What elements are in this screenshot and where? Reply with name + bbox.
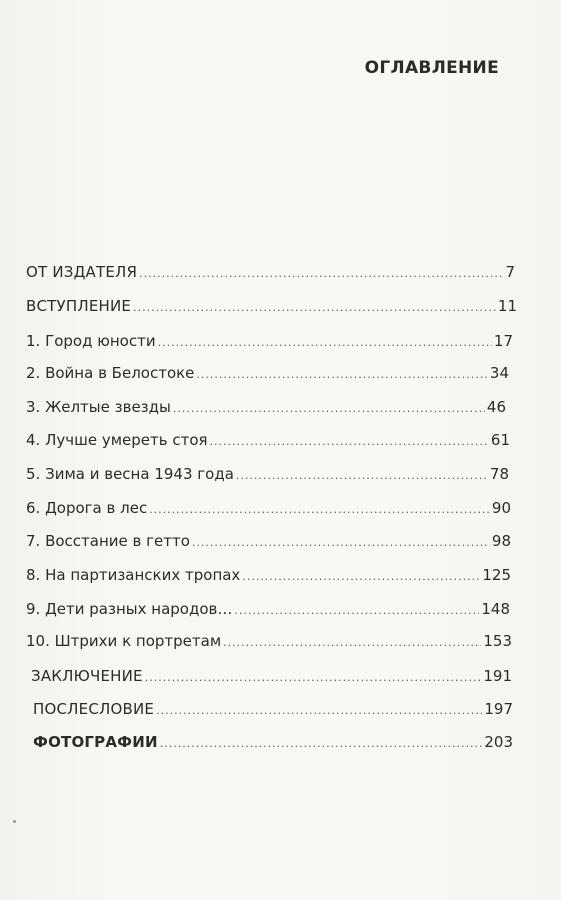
paper-speck — [13, 820, 16, 823]
toc-entry-page: 203 — [484, 733, 513, 751]
leader-dots — [139, 265, 503, 283]
toc-entry-label: 7. Восстание в гетто — [26, 532, 190, 550]
toc-entry-page: 90 — [491, 499, 511, 517]
toc-entry — [26, 263, 515, 283]
toc-entry-page: 191 — [483, 667, 512, 685]
toc-entry-page: 125 — [482, 566, 511, 584]
toc-entry-page: 46 — [486, 398, 506, 416]
leader-dots — [236, 467, 488, 485]
toc-entry — [26, 499, 511, 519]
toc-entry — [26, 532, 511, 552]
toc-entry — [26, 566, 511, 586]
toc-entry-page: 7 — [505, 263, 515, 281]
toc-entry — [31, 667, 512, 687]
leader-dots — [145, 669, 482, 687]
toc-entry-page: 197 — [484, 700, 513, 718]
page-title: ОГЛАВЛЕНИЕ — [364, 58, 499, 78]
toc-entry — [26, 364, 509, 384]
toc-entry-label: 4. Лучше умереть стоя — [26, 431, 208, 449]
toc-entry-page: 148 — [481, 600, 510, 618]
leader-dots — [196, 366, 488, 384]
toc-entry-label: 10. Штрихи к портретам — [26, 632, 222, 650]
toc-entry — [26, 600, 510, 620]
toc-entry-page: 78 — [489, 465, 509, 483]
toc-entry-label: 1. Город юности — [26, 332, 156, 350]
toc-entry — [33, 700, 513, 720]
leader-dots — [173, 400, 485, 418]
toc-entry — [26, 398, 506, 418]
toc-entry — [26, 297, 517, 317]
leader-dots — [133, 299, 496, 317]
toc-entry-label: ВСТУПЛЕНИЕ — [26, 297, 132, 315]
toc-entry — [33, 733, 513, 753]
leader-dots — [156, 702, 482, 720]
toc-entry-page: 61 — [490, 431, 510, 449]
toc-entry-label: ЗАКЛЮЧЕНИЕ — [31, 667, 143, 685]
leader-dots — [223, 634, 481, 652]
toc-entry-label: ФОТОГРАФИИ — [33, 733, 158, 751]
leader-dots — [160, 735, 483, 753]
leader-dots — [149, 501, 490, 519]
toc-entry-label: 6. Дорога в лес — [26, 499, 148, 517]
toc-entry — [26, 431, 510, 451]
toc-entry-label: ОТ ИЗДАТЕЛЯ — [26, 263, 138, 281]
leader-dots — [210, 433, 489, 451]
toc-entry — [26, 465, 509, 485]
toc-entry-page: 98 — [491, 532, 511, 550]
toc-entry-page: 11 — [497, 297, 517, 315]
toc-entry-label: 3. Желтые звезды — [26, 398, 171, 416]
toc-entry — [26, 632, 512, 652]
toc-entry — [26, 332, 513, 352]
toc-entry-label: 5. Зима и весна 1943 года — [26, 465, 234, 483]
leader-dots — [192, 534, 490, 552]
leader-dots — [242, 568, 480, 586]
toc-entry-label: ПОСЛЕСЛОВИЕ — [33, 700, 155, 718]
leader-dots — [234, 602, 479, 620]
toc-entry-page: 17 — [493, 332, 513, 350]
toc-entry-label: 2. Война в Белостоке — [26, 364, 195, 382]
toc-entry-label: 9. Дети разных народов… — [26, 600, 233, 618]
toc-entry-page: 153 — [483, 632, 512, 650]
toc-entry-page: 34 — [489, 364, 509, 382]
toc-entry-label: 8. На партизанских тропах — [26, 566, 241, 584]
leader-dots — [158, 334, 492, 352]
